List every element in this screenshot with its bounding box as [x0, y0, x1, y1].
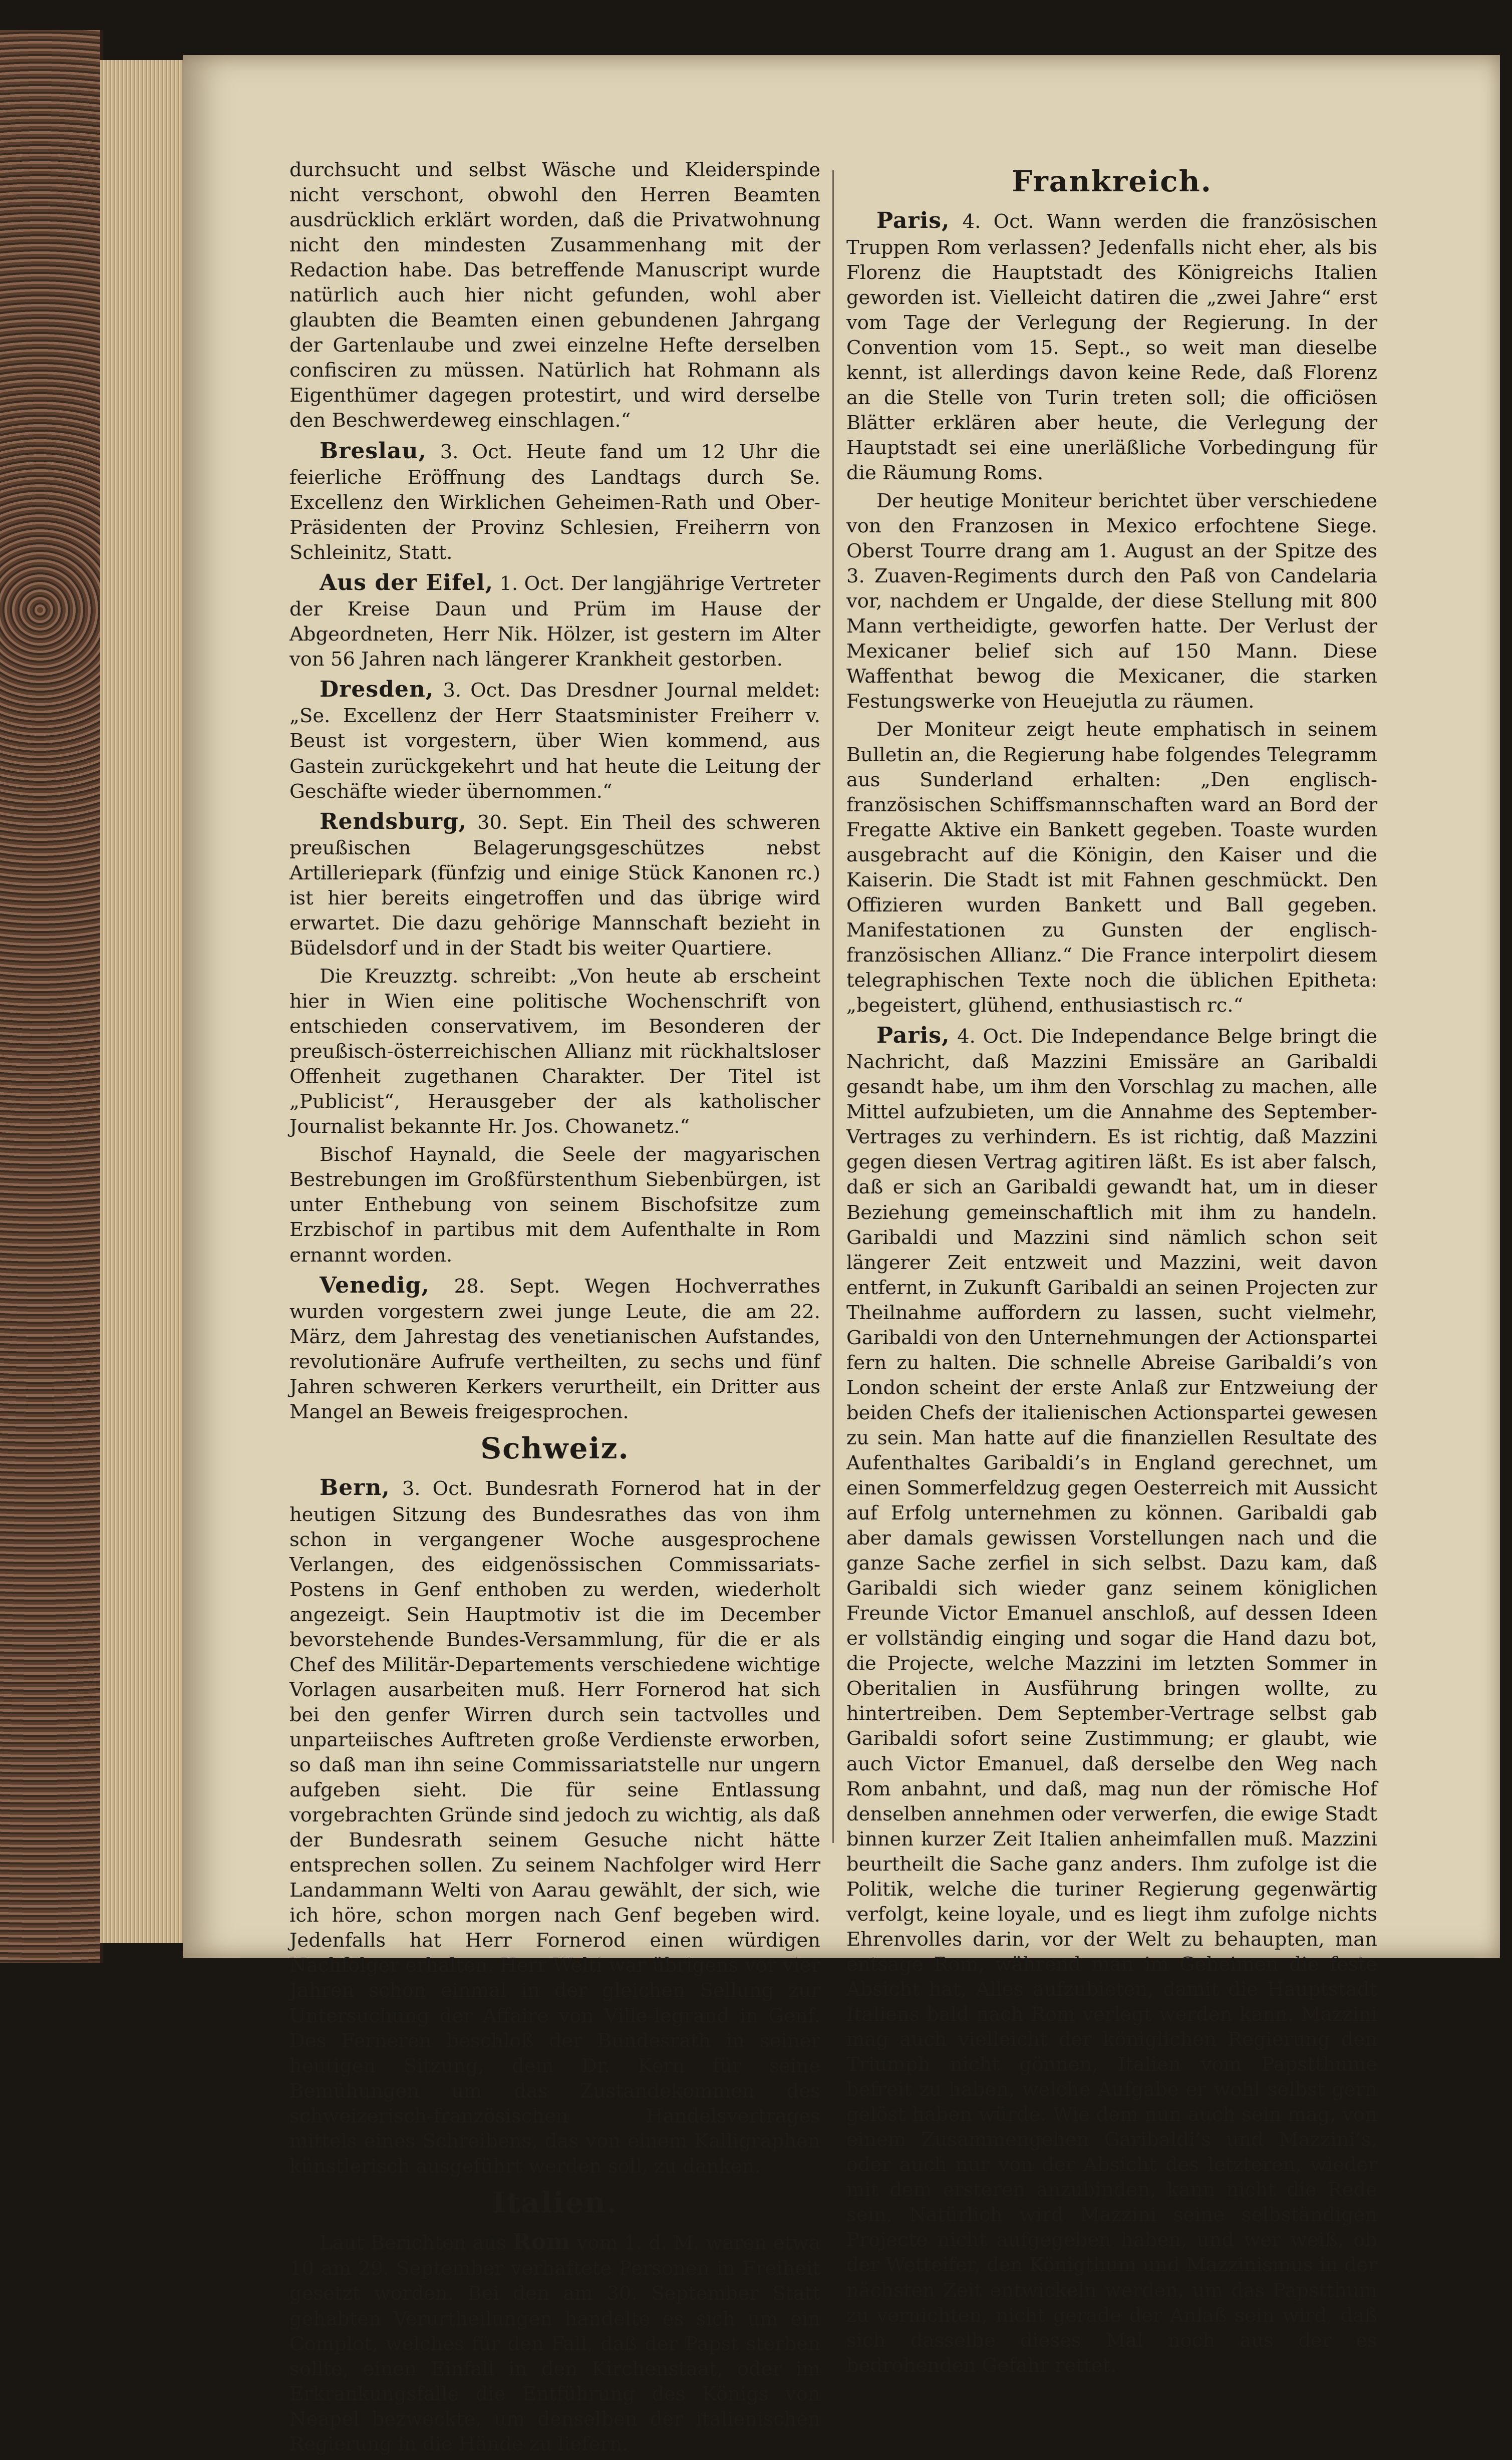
page-edges [100, 60, 185, 1943]
paris-text-1: 4. Oct. Wann werden die französischen Truppen Rom verlassen? Jedenfalls nicht eher, als bis Florenz die Hauptstadt des Königreichs Italien geworden ist. Vielleicht datiren die „zwei Jahre“ erst vom Tage der Verlegung der Regierung. In der Convention vom 15. Sept., so weit man dieselbe kennt, ist allerdings davon keine Rede, daß Florenz an die Stelle von Turin treten soll; die officiösen Blätter erklären aber heute, die Verlegung der Hauptstadt sei eine unerläßliche Vorbedingung für die Räumung Roms. [846, 210, 1377, 484]
eifel-article [289, 568, 820, 672]
paris-text-2: 4. Oct. Die Independance Belge bringt die Nachricht, daß Mazzini Emissäre an Garibaldi gesandt habe, um ihm den Vorschlag zu machen, alle Mittel aufzubieten, um die Annahme des September-Vertrages zu verhindern. Es ist richtig, daß Mazzini gegen diesen Vertrag agitiren läßt. Es ist aber falsch, daß er sich an Garibaldi gewandt hat, um in dieser Beziehung gemeinschaftlich mit ihm zu handeln. Garibaldi und Mazzini sind nämlich schon seit längerer Zeit entzweit und Mazzini, weit davon entfernt, in Zukunft Garibaldi an seinen Projecten zur Theilnahme auffordern zu lassen, sucht vielmehr, Garibaldi von den Unternehmungen der Actionspartei fern zu halten. Die schnelle Abreise Garibaldi’s von London scheint der erste Anlaß zur Entzweiung der beiden Chefs der italienischen Actionspartei gewesen zu sein. Man hatte auf die finanziellen Resultate des Aufenthaltes Garibaldi’s in England gerechnet, um einen Sommerfeldzug gegen Oesterreich mit Aussicht auf Erfolg unternehmen zu können. Garibaldi gab aber damals gewissen Vorstellungen nach und die ganze Sache zerfiel in sich selbst. Dazu kam, daß Garibaldi sich wieder ganz seinem königlichen Freunde Victor Emanuel anschloß, auf dessen Ideen er vollständig einging und sogar die Hand dazu bot, die Projecte, welche Mazzini im letzten Sommer in Oberitalien in Ausführung bringen wollte, zu hintertreiben. Dem September-Vertrage selbst gab Garibaldi sofort seine Zustimmung; er glaubt, wie auch Victor Emanuel, daß derselbe den Weg nach Rom anbahnt, und daß, mag nun der römische Hof denselben annehmen oder verwerfen, die ewige Stadt binnen kurzer Zeit Italien anheimfallen muß. Mazzini beurtheilt die Sache ganz anders. Ihm zufolge ist die Politik, welche die turiner Regierung gegenwärtig verfolgt, keine loyale, und es liegt ihm zufolge nichts Ehrenvolles darin, vor der Welt zu behaupten, man entsage Rom, während man im Geheimen die feste Absicht hat, Alles aufzubieten, damit die Hauptstadt Italiens bald nach Rom verlegt werden kann. Mazzini mag auch vielleicht der königlichen Regierung den Triumph nicht gönnen, Italien vom Papstthume befreit zu haben, welche Aufgabe er wohl selbst gern gelöst haben würde. Wie dem nun auch sein mag, von einem Zusammengehen Garibaldi’s und Mazzini’s, oder auch nur von der Absicht des letzteren, wieder mit dem ersteren anzubinden, kann nicht die Rede sein. Natürlich wird Mazzini seine selbständigen Projecte nicht aufgegeben haben, und wer weiß, ob der Wetteifer, den Königthum und Mazzinismus in der nächsten Zeit entwickeln werden, um das Papstthum zu vernichten, nicht gerade der Anlaß sein wird, daß sich dasselbe dieses Mal noch aus der es bedrohenden Gefahr rettet. [846, 1025, 1377, 2377]
italien-text: vom 1. d. M. waren etwa 10 am 29. September verhaftete Personen in Freiheit gesetzt worden. Bei den am 30. September Statt gehabten Verurtheilungen handelte es sich um ein Complot, welches für den Fall, daß der Papst sterben sollte, einen Einfall in den Kirchenstaat, oder im Erkrankungsfalle die Entführung des Königs von Neapel bezweckte, um denselben der italienischen Regierung in die Hände zu liefern. [289, 2232, 820, 2455]
book-binding [0, 30, 103, 1963]
dateline-venedig: Venedig, [320, 1272, 430, 1298]
haynald-article: Bischof Haynald, die Seele der magyarischen Bestrebungen im Großfürstenthum Siebenbürgen, ist unter Enthebung von seinem Bischofsitze zum Erzbischof in partibus mit dem Aufenthalte in Rom ernannt worden. [289, 1143, 820, 1267]
section-title-italien: Italien. [492, 2185, 618, 2220]
kreuzztg-article: Die Kreuzztg. schreibt: „Von heute ab erscheint hier in Wien eine politische Wochenschrift von entschieden conservativem, im Besonderen der preußisch-österreichischen Allianz mit rückhaltsloser Offenheit zugethanen Charakter. Der Titel ist „Publicist“, Herausgeber der als katholischer Journalist bekannte Hr. Jos. Chowanetz.“ [289, 965, 820, 1138]
venedig-article [289, 1271, 820, 1425]
rohmann-article: durchsucht und selbst Wäsche und Kleiderspinde nicht verschont, obwohl den Herren Beamten ausdrücklich erklärt worden, daß die Privatwohnung nicht den mindesten Zusammenhang mit der Redaction habe. Das betreffende Manuscript wurde natürlich auch hier nicht gefunden, wohl aber glaubten die Beamten einen gebundenen Jahrgang der Gartenlaube und zwei einzelne Hefte derselben confisciren zu müssen. Natürlich hat Rohmann als Eigenthümer dagegen protestirt, und wird derselbe den Beschwerdeweg einschlagen.“ [289, 159, 820, 432]
moniteur-sunderland-article: Der Moniteur zeigt heute emphatisch in seinem Bulletin an, die Regierung habe folgendes Telegramm aus Sunderland erhalten: „Den englisch-französischen Schiffsmannschaften ward an Bord der Fregatte Aktive ein Bankett gegeben. Toaste wurden ausgebracht auf die Königin, den Kaiser und die Kaiserin. Die Stadt ist mit Fahnen geschmückt. Den Offizieren wurden Bankett und Ball gegeben. Manifestationen zu Gunsten der englisch-französischen Allianz.“ Die France interpolirt diesem telegraphischen Texte noch die üblichen Epitheta: „begeistert, glühend, enthusiastisch rc.“ [846, 718, 1377, 1017]
dateline-rendsburg: Rendsburg, [320, 808, 467, 834]
dateline-bern: Bern, [320, 1475, 390, 1501]
breslau-text: 3. Oct. Heute fand um 12 Uhr die feierliche Eröffnung des Landtags durch Se. Excellenz den Wirklichen Geheimen-Rath und Ober-Präsidenten der Provinz Schlesien, Freiherrn von Schleinitz, Statt. [289, 440, 820, 564]
italien-intro: Laut Berichten aus [320, 2232, 513, 2255]
dateline-paris-1: Paris, [876, 208, 950, 234]
bern-article [289, 1473, 820, 2179]
dateline-eifel: Aus der Eifel, [320, 569, 494, 595]
paris-article-1 [846, 206, 1377, 486]
rendsburg-article [289, 807, 820, 961]
section-title-schweiz: Schweiz. [480, 1431, 630, 1465]
dateline-dresden: Dresden, [320, 677, 434, 703]
italien-article [289, 2228, 820, 2457]
paris-article-2 [846, 1021, 1377, 2378]
column-divider [832, 170, 834, 1843]
venedig-text: 28. Sept. Wegen Hochverrathes wurden vorgestern zwei junge Leute, die am 22. März, dem Jahrestag des venetianischen Aufstandes, revolutionäre Aufrufe vertheilten, zu sechs und fünf Jahren schweren Kerkers verurtheilt, ein Dritter aus Mangel an Beweis freigesprochen. [289, 1275, 820, 1423]
section-title-frankreich: Frankreich. [1012, 164, 1212, 198]
dateline-paris-2: Paris, [876, 1023, 950, 1049]
eifel-text: 1. Oct. Der langjährige Vertreter der Kreise Daun und Prüm im Hause der Abgeordneten, Herr Nik. Hölzer, ist gestern im Alter von 56 Jahren nach längerer Krankheit gestorben. [289, 572, 820, 671]
rendsburg-text: 30. Sept. Ein Theil des schweren preußischen Belagerungsgeschützes nebst Artilleriepark (fünfzig und einige Stück Kanonen rc.) ist hier bereits eingetroffen und das übrige wird erwartet. Die dazu gehörige Mannschaft bezieht in Büdelsdorf und in der Stadt bis weiter Quartiere. [289, 811, 820, 960]
breslau-article [289, 437, 820, 565]
left-column [289, 158, 820, 2460]
dresden-text: 3. Oct. Das Dresdner Journal meldet: „Se. Excellenz der Herr Staatsminister Freiherr v. Beust ist vorgestern, über Wien kommend, aus Gastein zurückgekehrt und hat heute die Leitung der Geschäfte wieder übernommen.“ [289, 679, 820, 803]
dateline-breslau: Breslau, [320, 438, 427, 464]
dateline-rom: Rom [512, 2229, 571, 2255]
right-column [846, 158, 1377, 2381]
newspaper-page [183, 55, 1500, 2455]
bern-text: 3. Oct. Bundesrath Fornerod hat in der heutigen Sitzung des Bundesrathes das von ihm schon in vergangener Woche ausgesprochene Verlangen, des eidgenössischen Commissariats-Postens in Genf enthoben zu werden, wiederholt angezeigt. Sein Hauptmotiv ist die im December bevorstehende Bundes-Versammlung, für die er als Chef des Militär-Departements verschiedene wichtige Vorlagen ausarbeiten muß. Herr Fornerod hat sich bei den genfer Wirren durch sein tactvolles und unparteiisches Auftreten große Verdienste erworben, so daß man ihn seine Commissariatstelle nur ungern aufgeben sieht. Die für seine Entlassung vorgebrachten Gründe sind jedoch zu wichtig, als daß der Bundesrath seinem Gesuche nicht hätte entsprechen sollen. Zu seinem Nachfolger wird Herr Landammann Welti von Aarau gewählt, der sich, wie ich höre, schon morgen nach Genf begeben wird. Jedenfalls hat Herr Fornerod einen würdigen Nachfolger erhalten. Herr Welti war übrigens vor vier Jahren schon einmal in der gleichen Sellung zur Untersuchung der Affaire von Ville-legrand in Genf. Des Ferneren beschloß der Bundesrath in seiner heutigen Sitzung, dem Dr. Kern für seine Bemühungen um das Zustandekommen des schweizerisch-französischen Handelsvertrages mittels eines Schreibens, das von einem Kalligraphen künstlerisch ausgeführt werden soll, zu danken. [289, 1477, 820, 2178]
moniteur-mexico-article: Der heutige Moniteur berichtet über verschiedene von den Franzosen in Mexico erfochtene Siege. Oberst Tourre drang am 1. August an der Spitze des 3. Zuaven-Regiments durch den Paß von Candelaria vor, nachdem er Ungalde, der diese Stellung mit 800 Mann vertheidigte, geworfen hatte. Der Verlust der Mexicaner belief sich auf 150 Mann. Diese Waffenthat bewog die Mexicaner, die starken Festungswerke von Heuejutla zu räumen. [846, 490, 1377, 713]
dresden-article [289, 675, 820, 804]
